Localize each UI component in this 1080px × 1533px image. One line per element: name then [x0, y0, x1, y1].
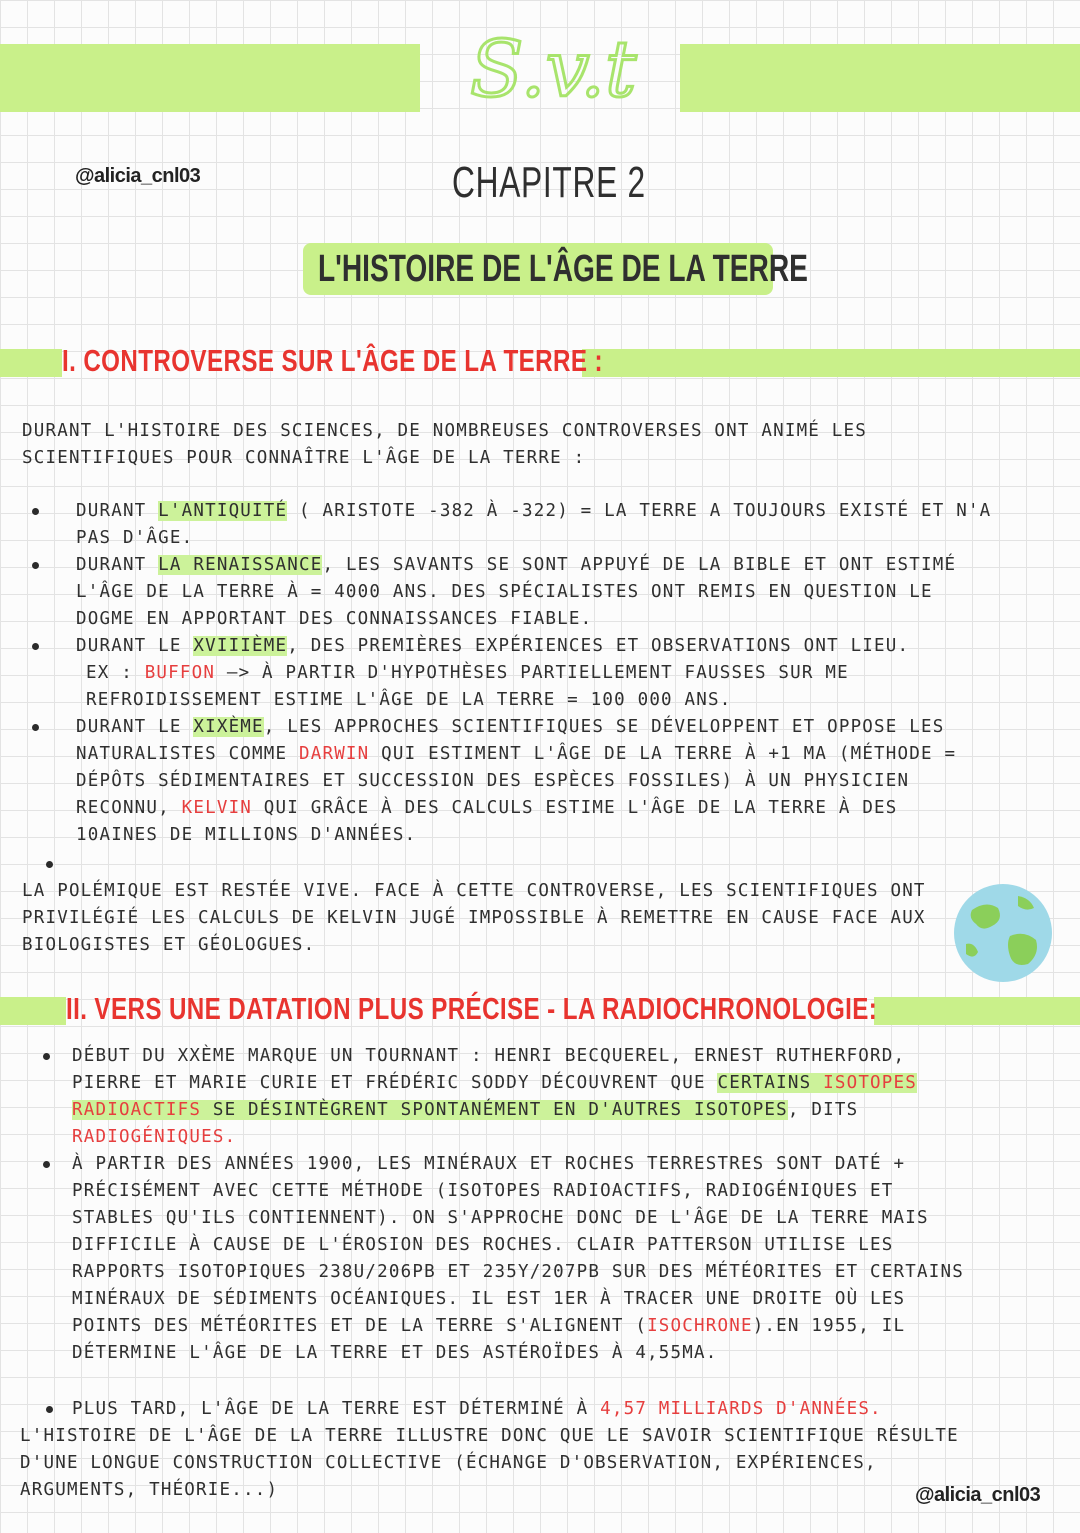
section2-band-left — [0, 997, 66, 1025]
text: PAS D'ÂGE. — [76, 528, 194, 548]
text: —> À PARTIR D'HYPOTHÈSES PARTIELLEMENT FAUSSES SUR ME — [215, 663, 849, 683]
svt-logo — [460, 14, 660, 124]
text: D'UNE LONGUE CONSTRUCTION COLLECTIVE (ÉCHANGE D'OBSERVATION, EXPÉRIENCES, — [20, 1453, 877, 1473]
red-term: 4,57 MILLIARDS D'ANNÉES. — [600, 1399, 882, 1419]
list-item — [72, 1043, 1072, 1151]
highlight — [72, 1100, 788, 1120]
text: QUI ESTIMENT L'ÂGE DE LA TERRE À +1 MA (MÉTHODE = — [369, 744, 957, 764]
list-item — [72, 1151, 1072, 1367]
text: DÉPÔTS SÉDIMENTAIRES ET SUCCESSION DES ESPÈCES FOSSILES) À UN PHYSICIEN — [76, 771, 910, 791]
bullet-dot — [46, 861, 53, 868]
red-term: KELVIN — [181, 798, 253, 818]
earth-icon — [952, 882, 1054, 984]
bullet-dot — [32, 724, 39, 731]
text: DURANT — [76, 555, 159, 575]
text: NATURALISTES COMME — [76, 744, 299, 764]
text: DÉBUT DU XXÈME MARQUE UN TOURNANT : HENRI BECQUEREL, ERNEST RUTHERFORD, — [72, 1046, 906, 1066]
section1-bullets — [76, 498, 1066, 876]
highlight — [717, 1073, 917, 1093]
bullet-dot — [32, 508, 39, 515]
header-band-left — [0, 44, 420, 112]
chapter-label: CHAPITRE 2 — [452, 158, 646, 207]
text: L'ÂGE DE LA TERRE À = 4000 ANS. DES SPÉCIALISTES ONT REMIS EN QUESTION LE — [76, 582, 933, 602]
list-item-empty — [76, 849, 1066, 876]
text: STABLES QU'ILS CONTIENNENT). ON S'APPROCHE DONC DE L'ÂGE DE LA TERRE MAIS — [72, 1208, 929, 1228]
section2-band-right — [874, 997, 1080, 1025]
red-term: ISOTOPES — [823, 1073, 917, 1093]
section1-title: I. CONTROVERSE SUR L'ÂGE DE LA TERRE : — [62, 343, 603, 378]
text: , DITS — [787, 1100, 859, 1120]
text: L'HISTOIRE DE L'ÂGE DE LA TERRE ILLUSTRE DONC QUE LE SAVOIR SCIENTIFIQUE RÉSULTE — [20, 1426, 959, 1446]
text: LA POLÉMIQUE EST RESTÉE VIVE. FACE À CETTE CONTROVERSE, LES SCIENTIFIQUES ONT — [22, 881, 926, 901]
text: PRÉCISÉMENT AVEC CETTE MÉTHODE (ISOTOPES RADIOACTIFS, RADIOGÉNIQUES ET — [72, 1181, 894, 1201]
text: 10AINES DE MILLIONS D'ANNÉES. — [76, 825, 417, 845]
section1-band-left — [0, 349, 62, 377]
text: BIOLOGISTES ET GÉOLOGUES. — [22, 935, 316, 955]
text: DURANT LE — [76, 717, 194, 737]
text: POINTS DES MÉTÉORITES ET DE LA TERRE S'ALIGNENT ( — [72, 1316, 648, 1336]
red-term: DARWIN — [298, 744, 370, 764]
text: DOGME EN APPORTANT DES CONNAISSANCES FIABLE. — [76, 609, 593, 629]
text: ARGUMENTS, THÉORIE...) — [20, 1480, 279, 1500]
highlight: XVIIIÈME — [193, 636, 288, 656]
text: PLUS TARD, L'ÂGE DE LA TERRE EST DÉTERMINÉ À — [72, 1399, 601, 1419]
bullet-dot — [46, 1406, 53, 1413]
handle-bottom: @alicia_cnl03 — [915, 1484, 1041, 1506]
text: RECONNU, — [76, 798, 182, 818]
text: RAPPORTS ISOTOPIQUES 238U/206PB ET 235Y/207PB SUR DES MÉTÉORITES ET CERTAINS — [72, 1262, 964, 1282]
red-term: RADIOACTIFS — [72, 1100, 202, 1120]
text: ( ARISTOTE -382 À -322) = LA TERRE A TOUJOURS EXISTÉ ET N'A — [287, 501, 992, 521]
intro-line: SCIENTIFIQUES POUR CONNAÎTRE L'ÂGE DE LA TERRE : — [22, 448, 586, 468]
list-item — [76, 714, 1066, 849]
section1-band-right — [582, 349, 1080, 377]
red-term: RADIOGÉNIQUES. — [72, 1127, 237, 1147]
header-band-right — [680, 44, 1080, 112]
text: SE DÉSINTÈGRENT SPONTANÉMENT EN D'AUTRES ISOTOPES — [201, 1100, 788, 1120]
text: REFROIDISSEMENT ESTIME L'ÂGE DE LA TERRE = 100 000 ANS. — [86, 690, 732, 710]
text: DURANT — [76, 501, 159, 521]
text: MINÉRAUX DE SÉDIMENTS OCÉANIQUES. IL EST 1ER À TRACER UNE DROITE OÙ LES — [72, 1289, 906, 1309]
text: DIFFICILE À CAUSE DE L'ÉROSION DES ROCHES. CLAIR PATTERSON UTILISE LES — [72, 1235, 894, 1255]
text: , DES PREMIÈRES EXPÉRIENCES ET OBSERVATIONS ONT LIEU. — [287, 636, 910, 656]
intro-line: DURANT L'HISTOIRE DES SCIENCES, DE NOMBREUSES CONTROVERSES ONT ANIMÉ LES — [22, 421, 867, 441]
highlight: LA RENAISSANCE — [158, 555, 323, 575]
red-term: ISOCHRONE — [647, 1316, 753, 1336]
text: ).EN 1955, IL — [752, 1316, 906, 1336]
text: EX : — [86, 663, 145, 683]
list-item — [76, 552, 1066, 633]
list-item — [76, 633, 1066, 714]
text: , LES SAVANTS SE SONT APPUYÉ DE LA BIBLE ET ONT ESTIMÉ — [322, 555, 957, 575]
section1-outro — [22, 878, 926, 959]
text: QUI GRÂCE À DES CALCULS ESTIME L'ÂGE DE LA TERRE À DES — [252, 798, 898, 818]
logo-text: S.v.t — [470, 25, 637, 115]
text: CERTAINS — [717, 1073, 824, 1093]
highlight: XIXÈME — [193, 717, 264, 737]
text: DURANT LE — [76, 636, 194, 656]
text: DÉTERMINE L'ÂGE DE LA TERRE ET DES ASTÉROÏDES À 4,55MA. — [72, 1343, 718, 1363]
text: , LES APPROCHES SCIENTIFIQUES SE DÉVELOPPENT ET OPPOSE LES — [263, 717, 945, 737]
text: À PARTIR DES ANNÉES 1900, LES MINÉRAUX ET ROCHES TERRESTRES SONT DATÉ + — [72, 1154, 906, 1174]
section2-last-bullet — [72, 1396, 882, 1423]
bullet-dot — [32, 643, 39, 650]
bullet-dot — [32, 562, 39, 569]
highlight: L'ANTIQUITÉ — [158, 501, 288, 521]
page-title: L'HISTOIRE DE L'ÂGE DE LA TERRE — [318, 248, 808, 290]
svt-logo-drawing — [460, 14, 660, 124]
text: PIERRE ET MARIE CURIE ET FRÉDÉRIC SODDY DÉCOUVRENT QUE — [72, 1073, 718, 1093]
section2-outro — [20, 1423, 959, 1504]
section2-title: II. VERS UNE DATATION PLUS PRÉCISE - LA RADIOCHRONOLOGIE: — [66, 991, 878, 1026]
bullet-dot — [43, 1161, 50, 1168]
section2-bullets — [72, 1043, 1072, 1367]
red-term: BUFFON — [144, 663, 216, 683]
handle-top: @alicia_cnl03 — [75, 165, 201, 187]
text: PRIVILÉGIÉ LES CALCULS DE KELVIN JUGÉ IMPOSSIBLE À REMETTRE EN CAUSE FACE AUX — [22, 908, 926, 928]
bullet-dot — [43, 1053, 50, 1060]
section1-intro — [22, 418, 867, 472]
list-item — [76, 498, 1066, 552]
